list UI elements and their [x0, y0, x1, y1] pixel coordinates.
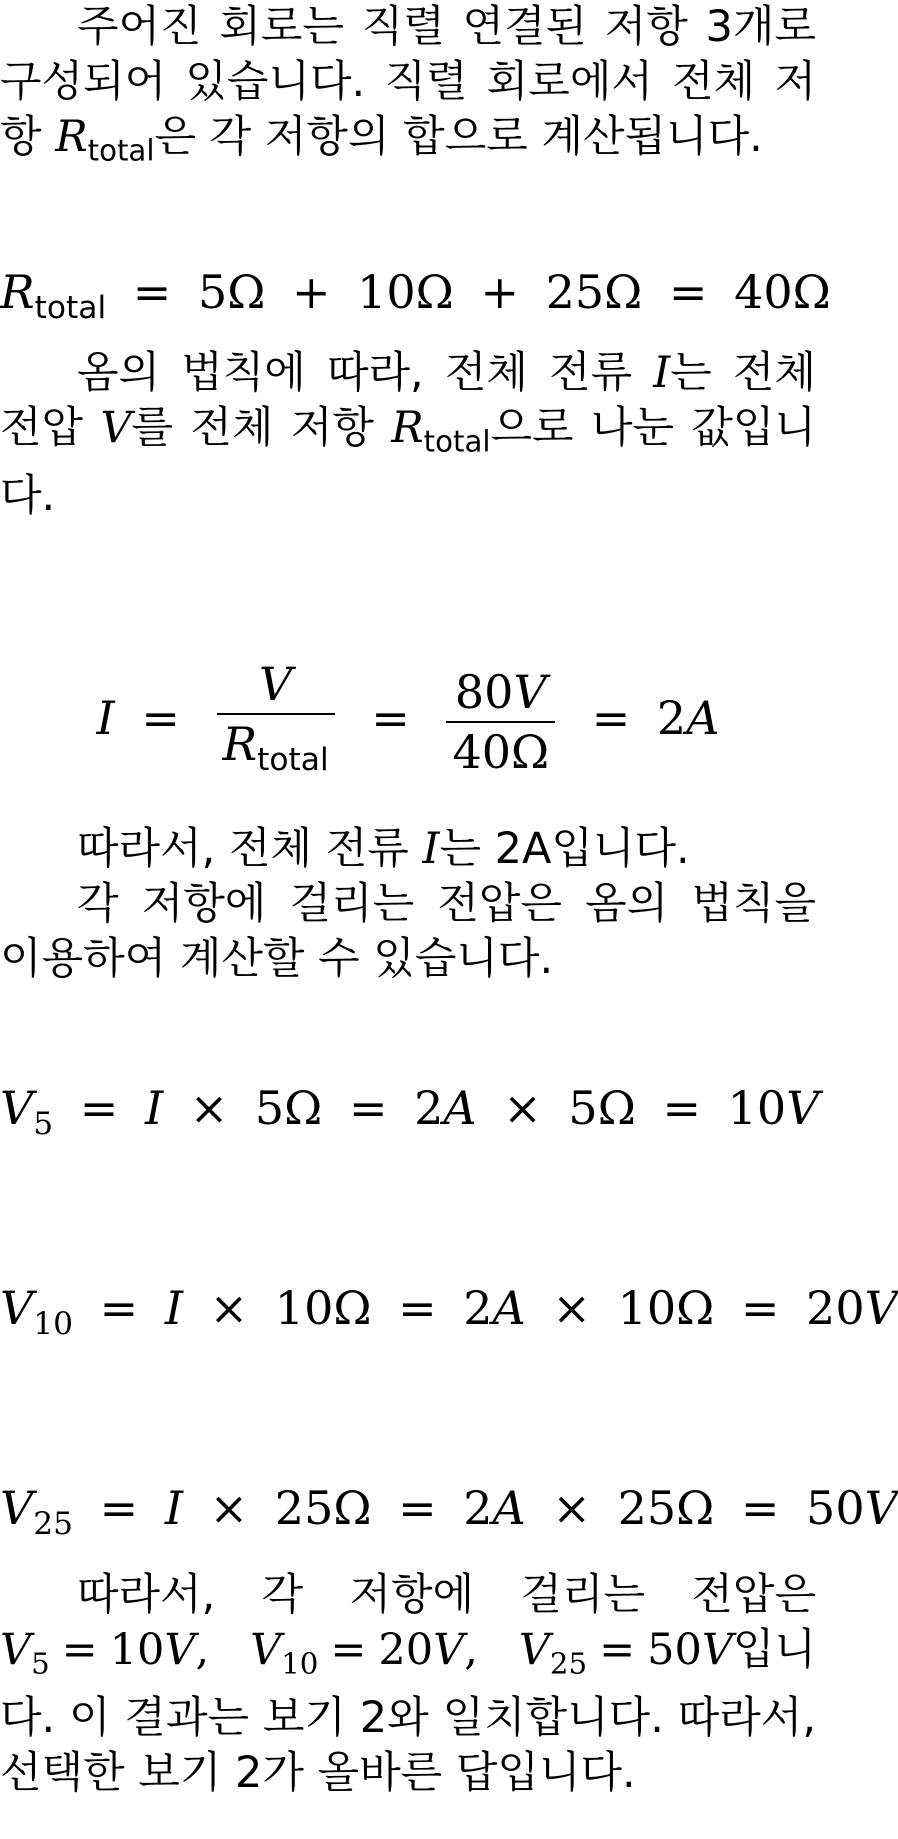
- current-symbol: I: [653, 348, 671, 398]
- current-symbol: I: [422, 824, 440, 874]
- times-sign: ×: [552, 1281, 591, 1335]
- fraction-denominator: 40Ω: [452, 725, 550, 779]
- equals-sign: =: [99, 1481, 139, 1535]
- ohm-text-b: 는 전체 전압: [0, 348, 816, 453]
- current-result-text-b: 는 2A입니다.: [439, 824, 690, 874]
- equals-sign: =: [79, 1081, 119, 1135]
- eq-lhs: $R_{total}$: [0, 265, 107, 326]
- fraction-80v-over-40ohm: [446, 663, 555, 781]
- current-symbol: I: [144, 1081, 164, 1135]
- resistance-value: 5Ω: [254, 1081, 323, 1135]
- current-symbol: I: [164, 1281, 183, 1335]
- current-result-paragraph: [0, 822, 816, 877]
- v5-expression: $V_5 = 10V$,: [0, 1625, 210, 1681]
- equals-sign: =: [141, 691, 180, 745]
- fraction-v-over-rtotal: [217, 655, 335, 789]
- voltage-symbol: V: [100, 403, 132, 453]
- intro-text-b: 은 각 저항의 합으로 계산됩니다.: [154, 112, 763, 162]
- total-resistance-equation: [0, 262, 831, 338]
- equals-sign: =: [740, 1481, 780, 1535]
- v10-expression: $V_{10} = 20V$,: [250, 1625, 478, 1681]
- conclusion-text-b: 입니다. 이 결과는 보기 2와 일치합니다. 따라서, 선택한 보기 2가 올바른 답입니다.: [0, 1625, 816, 1799]
- term-25-ohm: 25Ω: [545, 265, 643, 319]
- intro-text-a: 주어진 회로는 직렬 연결된 저항 3개로 구성되어 있습니다. 직렬 회로에서 전체 저항: [0, 2, 816, 162]
- equals-sign: =: [398, 1481, 437, 1535]
- voltage-intro-text: 각 저항에 걸리는 전압은 옴의 법칙을 이용하여 계산할 수 있습니다.: [0, 879, 816, 984]
- plus-sign: +: [291, 265, 331, 319]
- conclusion-text-a: 따라서, 각 저항에 걸리는 전압은: [77, 1570, 816, 1620]
- r-subscript: total: [87, 133, 155, 168]
- current-value: 2A: [414, 1081, 477, 1135]
- times-sign: ×: [189, 1081, 229, 1135]
- equals-sign: =: [662, 1081, 701, 1135]
- fraction-numerator: 80V: [446, 663, 555, 723]
- plus-sign: +: [480, 265, 519, 319]
- resistance-value: 5Ω: [568, 1081, 636, 1135]
- term-5-ohm: 5Ω: [197, 265, 266, 319]
- equals-sign: =: [132, 265, 172, 319]
- times-sign: ×: [209, 1481, 249, 1535]
- eq-lhs: $V_5$: [0, 1081, 54, 1142]
- conclusion-paragraph: [0, 1568, 816, 1801]
- voltage-equation-v25: [0, 1478, 898, 1554]
- voltage-result: 10V: [727, 1081, 820, 1135]
- current-result-text-a: 따라서, 전체 전류: [77, 824, 423, 874]
- equals-sign: =: [591, 691, 631, 745]
- times-sign: ×: [209, 1281, 249, 1335]
- intro-paragraph: [0, 0, 816, 178]
- current-result: 2A: [656, 691, 720, 745]
- eq-lhs: $V_{25}$: [0, 1481, 74, 1542]
- resistance-value: 10Ω: [617, 1281, 715, 1335]
- resistance-value: 25Ω: [274, 1481, 372, 1535]
- voltage-equation-v10: [0, 1278, 898, 1354]
- voltage-result: 20V: [806, 1281, 898, 1335]
- r-total-symbol: [55, 112, 155, 168]
- equals-sign: =: [668, 265, 708, 319]
- times-sign: ×: [552, 1481, 591, 1535]
- fraction-numerator: V: [217, 655, 335, 715]
- ohm-text-a: 옴의 법칙에 따라, 전체 전류: [77, 348, 654, 398]
- equals-sign: =: [398, 1281, 437, 1335]
- r-symbol: R: [55, 112, 88, 162]
- voltage-intro-paragraph: [0, 877, 816, 987]
- current-value: 2A: [463, 1481, 526, 1535]
- resistance-value: 10Ω: [274, 1281, 372, 1335]
- current-equation: [0, 655, 816, 789]
- equals-sign: =: [371, 691, 410, 745]
- resistance-value: 25Ω: [617, 1481, 715, 1535]
- v25-expression: $V_{25} = 50V$: [518, 1625, 733, 1681]
- fraction-denominator: $R_{total}$: [222, 717, 329, 778]
- eq-lhs: $V_{10}$: [0, 1281, 74, 1342]
- ohm-law-paragraph: [0, 346, 816, 524]
- ohm-text-d: 으로 나눈 값입니다.: [0, 403, 816, 522]
- total-result: 40Ω: [734, 265, 831, 319]
- r-total-symbol: $R_{total}$: [391, 403, 491, 459]
- equals-sign: =: [348, 1081, 388, 1135]
- current-symbol: I: [164, 1481, 183, 1535]
- eq-lhs: I: [96, 691, 115, 745]
- voltage-result: 50V: [806, 1481, 898, 1535]
- equals-sign: =: [740, 1281, 780, 1335]
- current-value: 2A: [463, 1281, 526, 1335]
- ohm-text-c: 를 전체 저항: [131, 403, 392, 453]
- times-sign: ×: [503, 1081, 542, 1135]
- term-10-ohm: 10Ω: [357, 265, 454, 319]
- voltage-equation-v5: [0, 1078, 820, 1154]
- equals-sign: =: [99, 1281, 139, 1335]
